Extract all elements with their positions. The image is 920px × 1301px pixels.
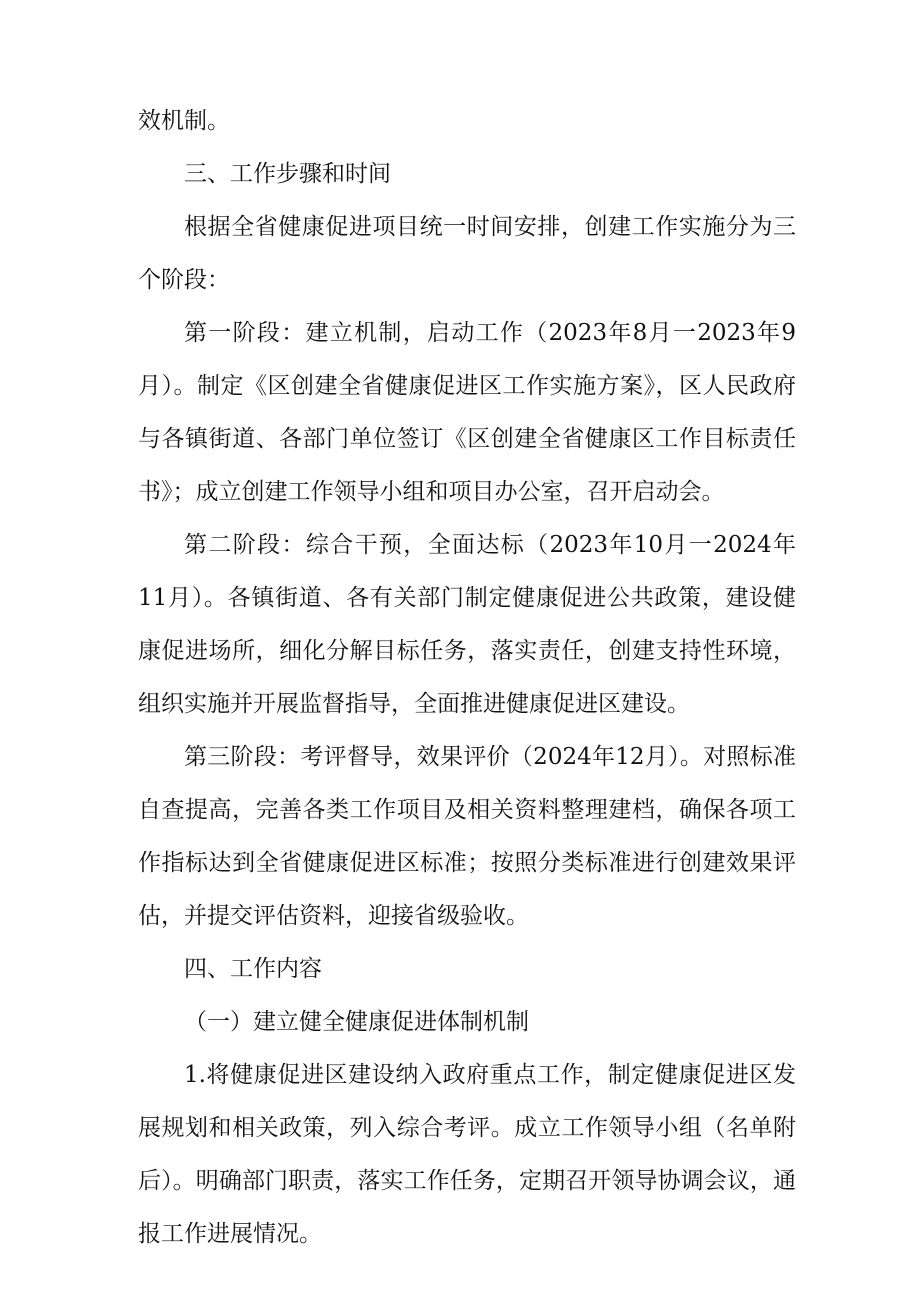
section-heading-content: 四、工作内容 [184, 956, 322, 982]
document-body [138, 95, 796, 1261]
section-heading-steps: 三、工作步骤和时间 [184, 161, 391, 187]
paragraph-stage-three: 第三阶段：考评督导，效果评价（2024年12月）。对照标准自查提高，完善各类工作项目及相关资料整理建档，确保各项工作指标达到全省健康促进区标准；按照分类标准进行创建效果评估，并提交评估资料，迎接省级验收。 [138, 744, 796, 929]
subsection-heading-mechanism: （一）建立健全健康促进体制机制 [184, 1009, 529, 1035]
paragraph-item-one: 1.将健康促进区建设纳入政府重点工作，制定健康促进区发展规划和相关政策，列入综合考评。成立工作领导小组（名单附后）。明确部门职责，落实工作任务，定期召开领导协调会议，通报工作进展情况。 [138, 1062, 796, 1247]
paragraph-intro: 根据全省健康促进项目统一时间安排，创建工作实施分为三个阶段： [138, 214, 796, 293]
paragraph-stage-one: 第一阶段：建立机制，启动工作（2023年8月一2023年9月）。制定《区创建全省健康促进区工作实施方案》，区人民政府与各镇街道、各部门单位签订《区创建全省健康区工作目标责任书》；成立创建工作领导小组和项目办公室，召开启动会。 [138, 320, 796, 505]
paragraph-continuation: 效机制。 [138, 108, 230, 134]
paragraph-stage-two: 第二阶段：综合干预，全面达标（2023年10月一2024年11月）。各镇街道、各有关部门制定健康促进公共政策，建设健康促进场所，细化分解目标任务，落实责任，创建支持性环境，组织实施并开展监督指导，全面推进健康促进区建设。 [138, 532, 796, 717]
